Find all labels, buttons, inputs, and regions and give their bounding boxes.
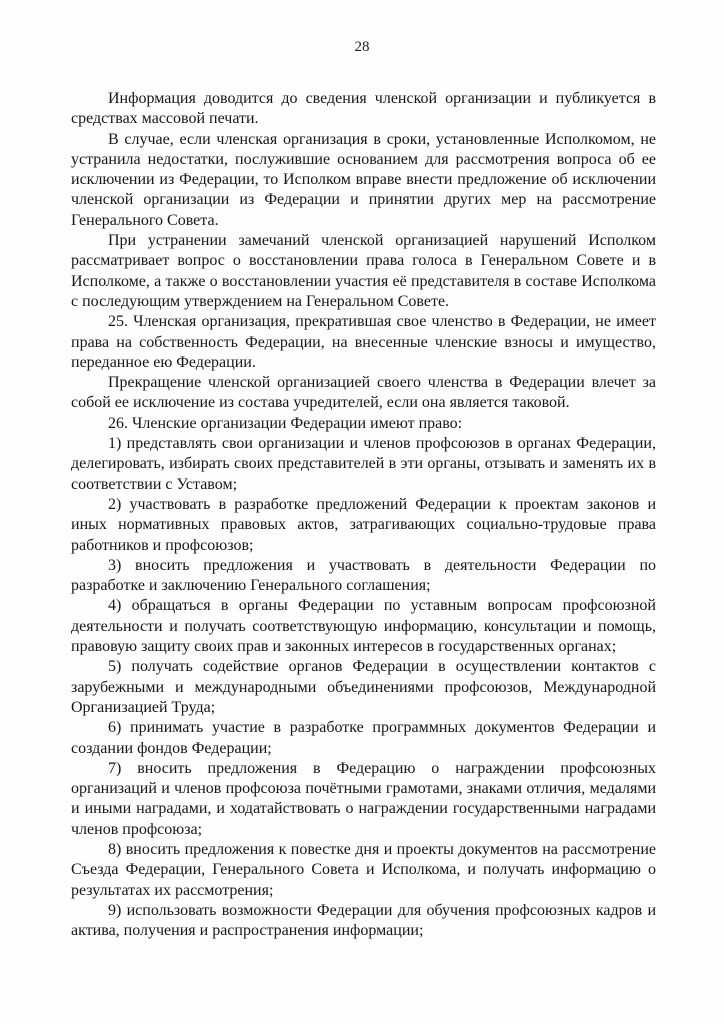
list-item-paragraph: 4) обращаться в органы Федерации по уставным вопросам профсоюзной деятельности и получать соответствующую информацию, консультации и помощь, правовую защиту своих прав и законных интересов в государственных органах; (71, 597, 656, 656)
list-item-paragraph: 3) вносить предложения и участвовать в деятельности Федерации по разработке и заключению Генерального соглашения; (71, 556, 656, 595)
paragraph: Прекращение членской организацией своего членства в Федерации влечет за собой ее исключение из состава учредителей, если она является таковой. (71, 374, 656, 412)
paragraph: В случае, если членская организация в сроки, установленные Исполкомом, не устранила недостатки, послужившие основанием для рассмотрения вопроса об ее исключении из Федерации, то Исполком вправе внести предложение об исключении членской организации из Федерации и принятии других мер на рассмотрение Генерального Совета. (71, 130, 656, 229)
paragraph: При устранении замечаний членской организацией нарушений Исполком рассматривает вопрос о восстановлении права голоса в Генеральном Совете и в Исполкоме, а также о восстановлении участия её представителя в составе Исполкома с последующим утверждением на Генеральном Совете. (71, 232, 656, 310)
list-item-paragraph: 6) принимать участие в разработке программных документов Федерации и создании фондов Федерации; (71, 719, 656, 757)
list-item-paragraph: 8) вносить предложения к повестке дня и проекты документов на рассмотрение Съезда Федерации, Генерального Совета и Исполкома, и получать информацию о результатах их рассмотрения; (71, 840, 656, 899)
list-item-paragraph: 9) использовать возможности Федерации для обучения профсоюзных кадров и актива, получения и распространения информации; (71, 901, 656, 940)
paragraph: Информация доводится до сведения членской организации и публикуется в средствах массовой печати. (71, 90, 656, 128)
page-number: 28 (354, 39, 370, 55)
list-item-paragraph: 2) участвовать в разработке предложений Федерации к проектам законов и иных нормативных правовых актов, затрагивающих социально-трудовые права работников и профсоюзов; (71, 495, 656, 554)
paragraph: 26. Членские организации Федерации имеют право: (108, 414, 463, 432)
list-item-paragraph: 5) получать содействие органов Федерации в осуществлении контактов с зарубежными и международными объединениями профсоюзов, Международной Организацией Труда; (71, 658, 656, 716)
document-body (71, 89, 656, 941)
list-item-paragraph: 1) представлять свои организации и членов профсоюзов в органах Федерации, делегировать, избирать своих представителей в эти органы, отзывать и заменять их в соответствии с Уставом; (71, 435, 656, 493)
list-item-paragraph: 7) вносить предложения в Федерацию о награждении профсоюзных организаций и членов профсоюза почётными грамотами, знаками отличия, медалями и иными наградами, и ходатайствовать о награждении государственными наградами членов профсоюза; (71, 759, 656, 838)
paragraph: 25. Членская организация, прекратившая свое членство в Федерации, не имеет права на собственность Федерации, на внесенные членские взносы и имущество, переданное ею Федерации. (71, 313, 656, 371)
